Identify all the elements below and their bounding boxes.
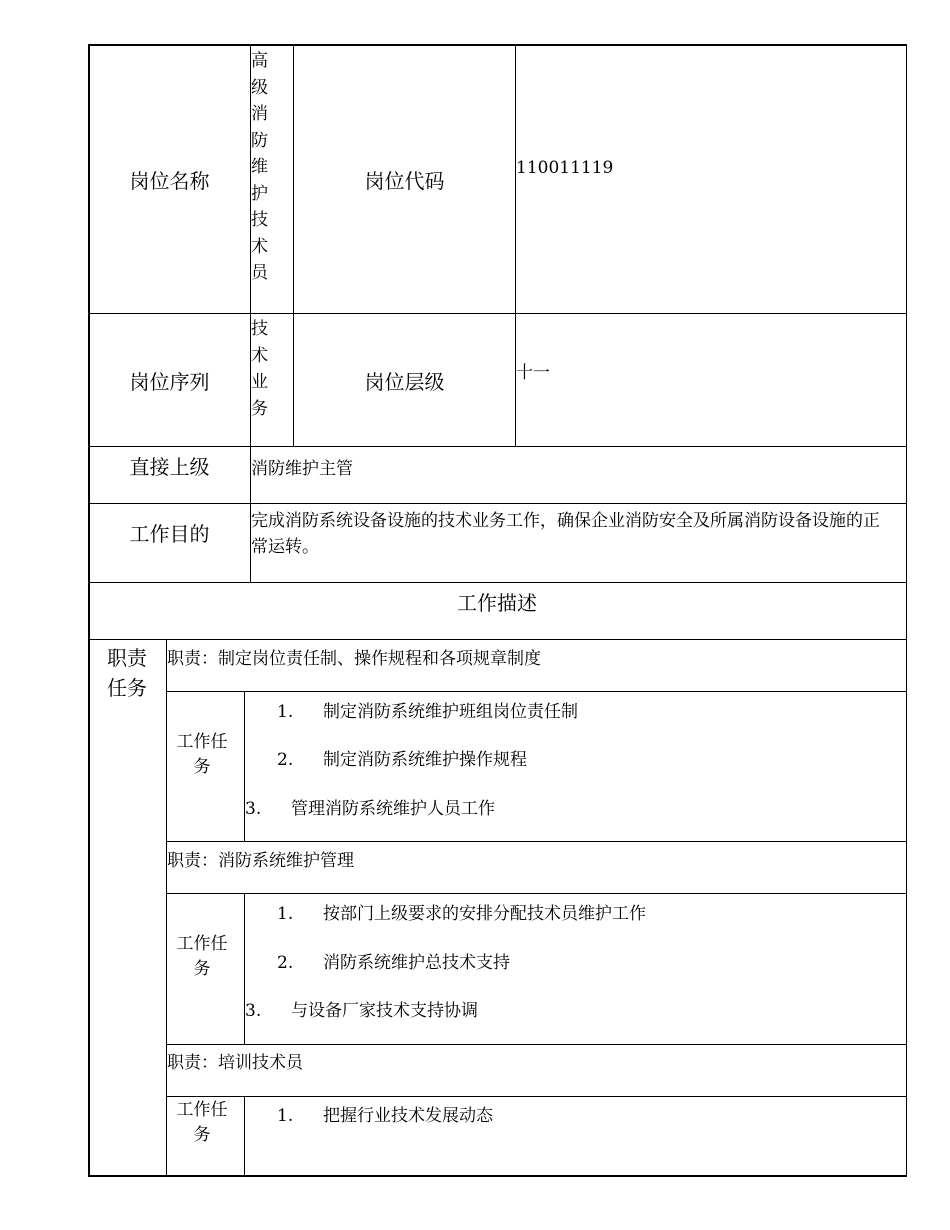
task-item [277,697,578,722]
superior-label: 直接上级 [129,455,210,479]
task-number: 1. [277,702,294,722]
task-item [277,899,646,924]
superior-value: 消防维护主管 [251,459,353,479]
duty-title: 职责：制定岗位责任制、操作规程和各项规章制度 [167,649,541,669]
post-name-value: 高级消防维护技术员 [251,51,268,283]
post-level-label: 岗位层级 [364,369,445,394]
task-label: 工作任务 [176,934,228,979]
task-number: 2. [277,750,294,770]
purpose-label: 工作目的 [129,522,210,546]
task-text: 按部门上级要求的安排分配技术员维护工作 [323,904,646,924]
task-number: 3. [245,799,262,819]
task-label: 工作任务 [176,1100,228,1145]
task-item [277,745,527,770]
purpose-value: 完成消防系统设备设施的技术业务工作，确保企业消防安全及所属消防设备设施的正常运转。 [251,511,880,557]
task-item [245,794,495,819]
task-text: 制定消防系统维护操作规程 [323,750,527,770]
duty-title: 职责：培训技术员 [167,1053,303,1073]
post-name-label: 岗位名称 [129,168,210,193]
description-title: 工作描述 [457,591,537,615]
duty-title: 职责：消防系统维护管理 [167,851,354,871]
duties-label: 职责任务 [107,646,147,700]
post-series-value: 技术业务 [251,319,268,419]
post-level-value: 十一 [516,363,550,383]
post-code-value: 110011119 [516,158,614,178]
task-text: 消防系统维护总技术支持 [323,953,510,973]
task-number: 2. [277,953,294,973]
post-series-label: 岗位序列 [129,369,210,394]
task-number: 1. [277,1106,294,1126]
task-number: 3. [245,1001,262,1021]
task-text: 管理消防系统维护人员工作 [291,799,495,819]
post-code-label: 岗位代码 [364,168,445,193]
task-text: 制定消防系统维护班组岗位责任制 [323,702,578,722]
task-text: 把握行业技术发展动态 [323,1106,493,1126]
task-item [245,996,478,1021]
task-number: 1. [277,904,294,924]
task-item [277,948,510,973]
task-item [277,1101,493,1126]
task-text: 与设备厂家技术支持协调 [291,1001,478,1021]
task-label: 工作任务 [176,732,228,777]
